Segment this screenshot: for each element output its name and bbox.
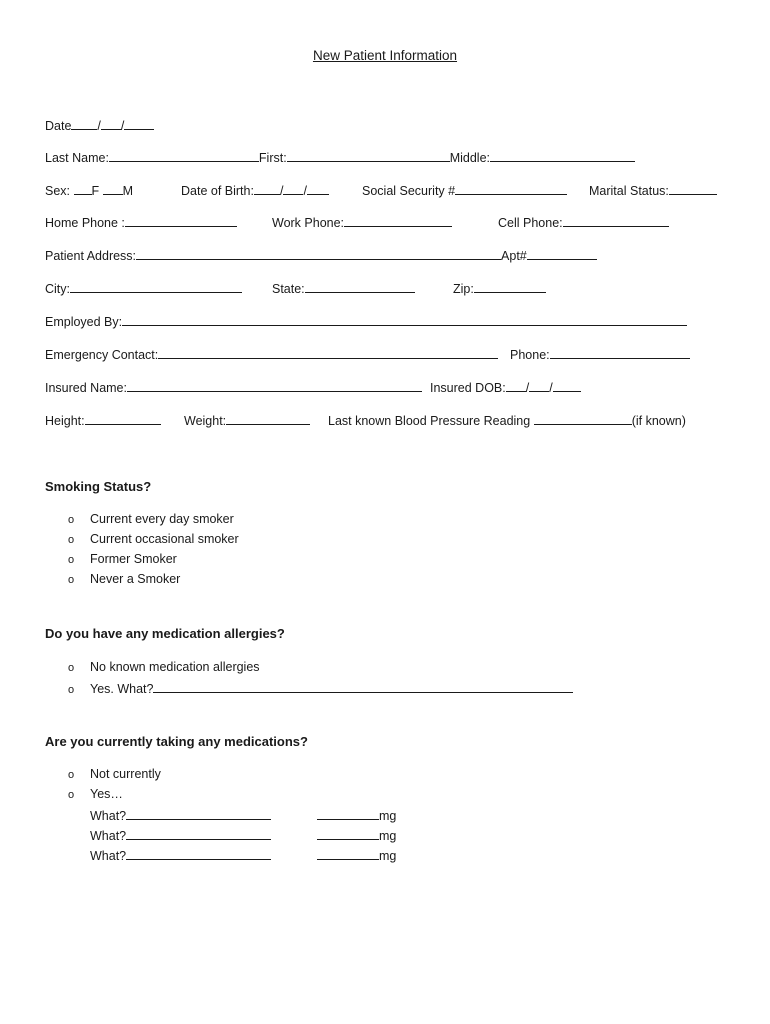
work-phone-label: Work Phone: [272, 216, 345, 230]
emergency-phone-label: Phone: [510, 348, 550, 362]
ssn-label: Social Security # [362, 184, 456, 198]
medication-unit-label: mg [379, 809, 397, 823]
weight-label: Weight: [184, 414, 227, 428]
ssn-blank[interactable] [455, 182, 567, 195]
medication-entry [90, 847, 397, 865]
cell-phone-blank[interactable] [563, 214, 669, 227]
height-label: Height: [45, 414, 85, 428]
medication-option[interactable] [68, 767, 161, 785]
allergy-option-label: Yes. What? [90, 682, 154, 696]
medication-what-label: What? [90, 809, 127, 823]
allergy-option-label: No known medication allergies [90, 660, 260, 674]
insured-dob-year-blank[interactable] [553, 379, 581, 392]
medication-what-label: What? [90, 849, 127, 863]
smoking-option[interactable] [68, 572, 180, 590]
circle-bullet-icon[interactable]: o [68, 769, 75, 781]
city-label: City: [45, 282, 70, 296]
last-name-blank[interactable] [109, 149, 259, 162]
insured-dob-day-blank[interactable] [529, 379, 549, 392]
circle-bullet-icon[interactable]: o [68, 574, 75, 586]
medication-name-blank[interactable] [126, 807, 271, 820]
circle-bullet-icon[interactable]: o [68, 684, 75, 696]
medication-option[interactable] [68, 787, 123, 805]
medication-option-label: Not currently [90, 767, 161, 781]
date-day-blank[interactable] [101, 117, 121, 130]
sex-f-label: F [91, 184, 100, 198]
dob-day-blank[interactable] [283, 182, 303, 195]
apt-label: Apt# [501, 249, 527, 263]
address-row [45, 247, 745, 265]
insured-name-blank[interactable] [127, 379, 422, 392]
home-phone-label: Home Phone : [45, 216, 125, 230]
circle-bullet-icon[interactable]: o [68, 554, 75, 566]
sex-m-label: M [122, 184, 134, 198]
medication-dose-blank[interactable] [317, 847, 379, 860]
medication-entry [90, 827, 397, 845]
date-year-blank[interactable] [124, 117, 154, 130]
weight-blank[interactable] [226, 412, 310, 425]
work-phone-blank[interactable] [344, 214, 452, 227]
zip-blank[interactable] [474, 280, 546, 293]
employed-by-blank[interactable] [122, 313, 687, 326]
date-label: Date [45, 119, 72, 133]
smoking-option[interactable] [68, 532, 239, 550]
emergency-contact-label: Emergency Contact: [45, 348, 159, 362]
circle-bullet-icon[interactable]: o [68, 514, 75, 526]
insured-name-label: Insured Name: [45, 381, 127, 395]
circle-bullet-icon[interactable]: o [68, 662, 75, 674]
emergency-phone-blank[interactable] [550, 346, 690, 359]
bp-label: Last known Blood Pressure Reading [328, 414, 531, 428]
medication-name-blank[interactable] [126, 847, 271, 860]
demographics-row: Sex: F M Date of Birth: / / Social Security # Marital Status: [45, 182, 745, 200]
form-title: New Patient Information [312, 48, 458, 63]
medication-name-blank[interactable] [126, 827, 271, 840]
emergency-row [45, 346, 745, 364]
emergency-contact-blank[interactable] [158, 346, 498, 359]
patient-form-page: New Patient Information Date / / Last Name: First: Middle: Sex: F M Date of Birth: / / Social Security # Marital Status: Home Phone : Work Phone: Cell Phone: Patient Address: Apt# City: State: Zip: Employed By: Emergency Contact: Phone: Insured Name: Insured DOB: / / Height: Weight: Last known Blood Pressure Reading (if known) Smoking Status? o Current every day smoker o Current occasional smoker o Former Smoker o Never a Smoker Do you have any medication allergies? o No known medication allergies o Yes. What? Are you currently taking any medications? o Not currently o Yes… What? mg What? mg What? mg [0, 0, 770, 1024]
bp-if-known-label: (if known) [631, 414, 686, 428]
date-month-blank[interactable] [71, 117, 97, 130]
medication-dose-blank[interactable] [317, 807, 379, 820]
city-row [45, 280, 745, 298]
apt-blank[interactable] [527, 247, 597, 260]
medication-unit-label: mg [379, 849, 397, 863]
height-blank[interactable] [85, 412, 161, 425]
city-blank[interactable] [70, 280, 242, 293]
name-row [45, 149, 745, 167]
phone-row [45, 214, 745, 232]
smoking-option[interactable] [68, 552, 177, 570]
medications-heading: Are you currently taking any medications? [45, 734, 308, 749]
smoking-option-label: Current every day smoker [90, 512, 234, 526]
allergies-heading: Do you have any medication allergies? [45, 626, 285, 641]
sex-label: Sex: [45, 184, 71, 198]
vitals-row [45, 412, 745, 430]
zip-label: Zip: [453, 282, 474, 296]
state-blank[interactable] [305, 280, 415, 293]
smoking-option-label: Former Smoker [90, 552, 177, 566]
address-blank[interactable] [136, 247, 501, 260]
circle-bullet-icon[interactable]: o [68, 789, 75, 801]
first-name-blank[interactable] [287, 149, 450, 162]
dob-year-blank[interactable] [307, 182, 329, 195]
employed-by-label: Employed By: [45, 315, 123, 329]
marital-blank[interactable] [669, 182, 717, 195]
home-phone-blank[interactable] [125, 214, 237, 227]
smoking-option[interactable] [68, 512, 234, 530]
address-label: Patient Address: [45, 249, 137, 263]
marital-label: Marital Status: [589, 184, 669, 198]
medication-entry [90, 807, 397, 825]
bp-blank[interactable] [534, 412, 632, 425]
smoking-option-label: Never a Smoker [90, 572, 181, 586]
dob-month-blank[interactable] [254, 182, 280, 195]
first-name-label: First: [258, 151, 287, 165]
medication-option-label: Yes… [90, 787, 123, 801]
sex-f-blank[interactable] [74, 182, 92, 195]
circle-bullet-icon[interactable]: o [68, 534, 75, 546]
allergy-option[interactable] [68, 660, 260, 678]
medication-unit-label: mg [379, 829, 397, 843]
sex-m-blank[interactable] [103, 182, 123, 195]
insured-dob-month-blank[interactable] [506, 379, 526, 392]
smoking-option-label: Current occasional smoker [90, 532, 239, 546]
middle-name-label: Middle: [449, 151, 490, 165]
state-label: State: [272, 282, 305, 296]
insured-row: Insured Name: Insured DOB: / / [45, 379, 745, 397]
cell-phone-label: Cell Phone: [498, 216, 563, 230]
medication-dose-blank[interactable] [317, 827, 379, 840]
smoking-heading: Smoking Status? [45, 479, 152, 494]
dob-label: Date of Birth: [181, 184, 254, 198]
medication-what-label: What? [90, 829, 127, 843]
allergy-option[interactable] [68, 680, 573, 698]
insured-dob-label: Insured DOB: [430, 381, 506, 395]
allergy-what-blank[interactable] [153, 680, 573, 693]
middle-name-blank[interactable] [490, 149, 635, 162]
last-name-label: Last Name: [45, 151, 109, 165]
employer-row [45, 313, 745, 331]
